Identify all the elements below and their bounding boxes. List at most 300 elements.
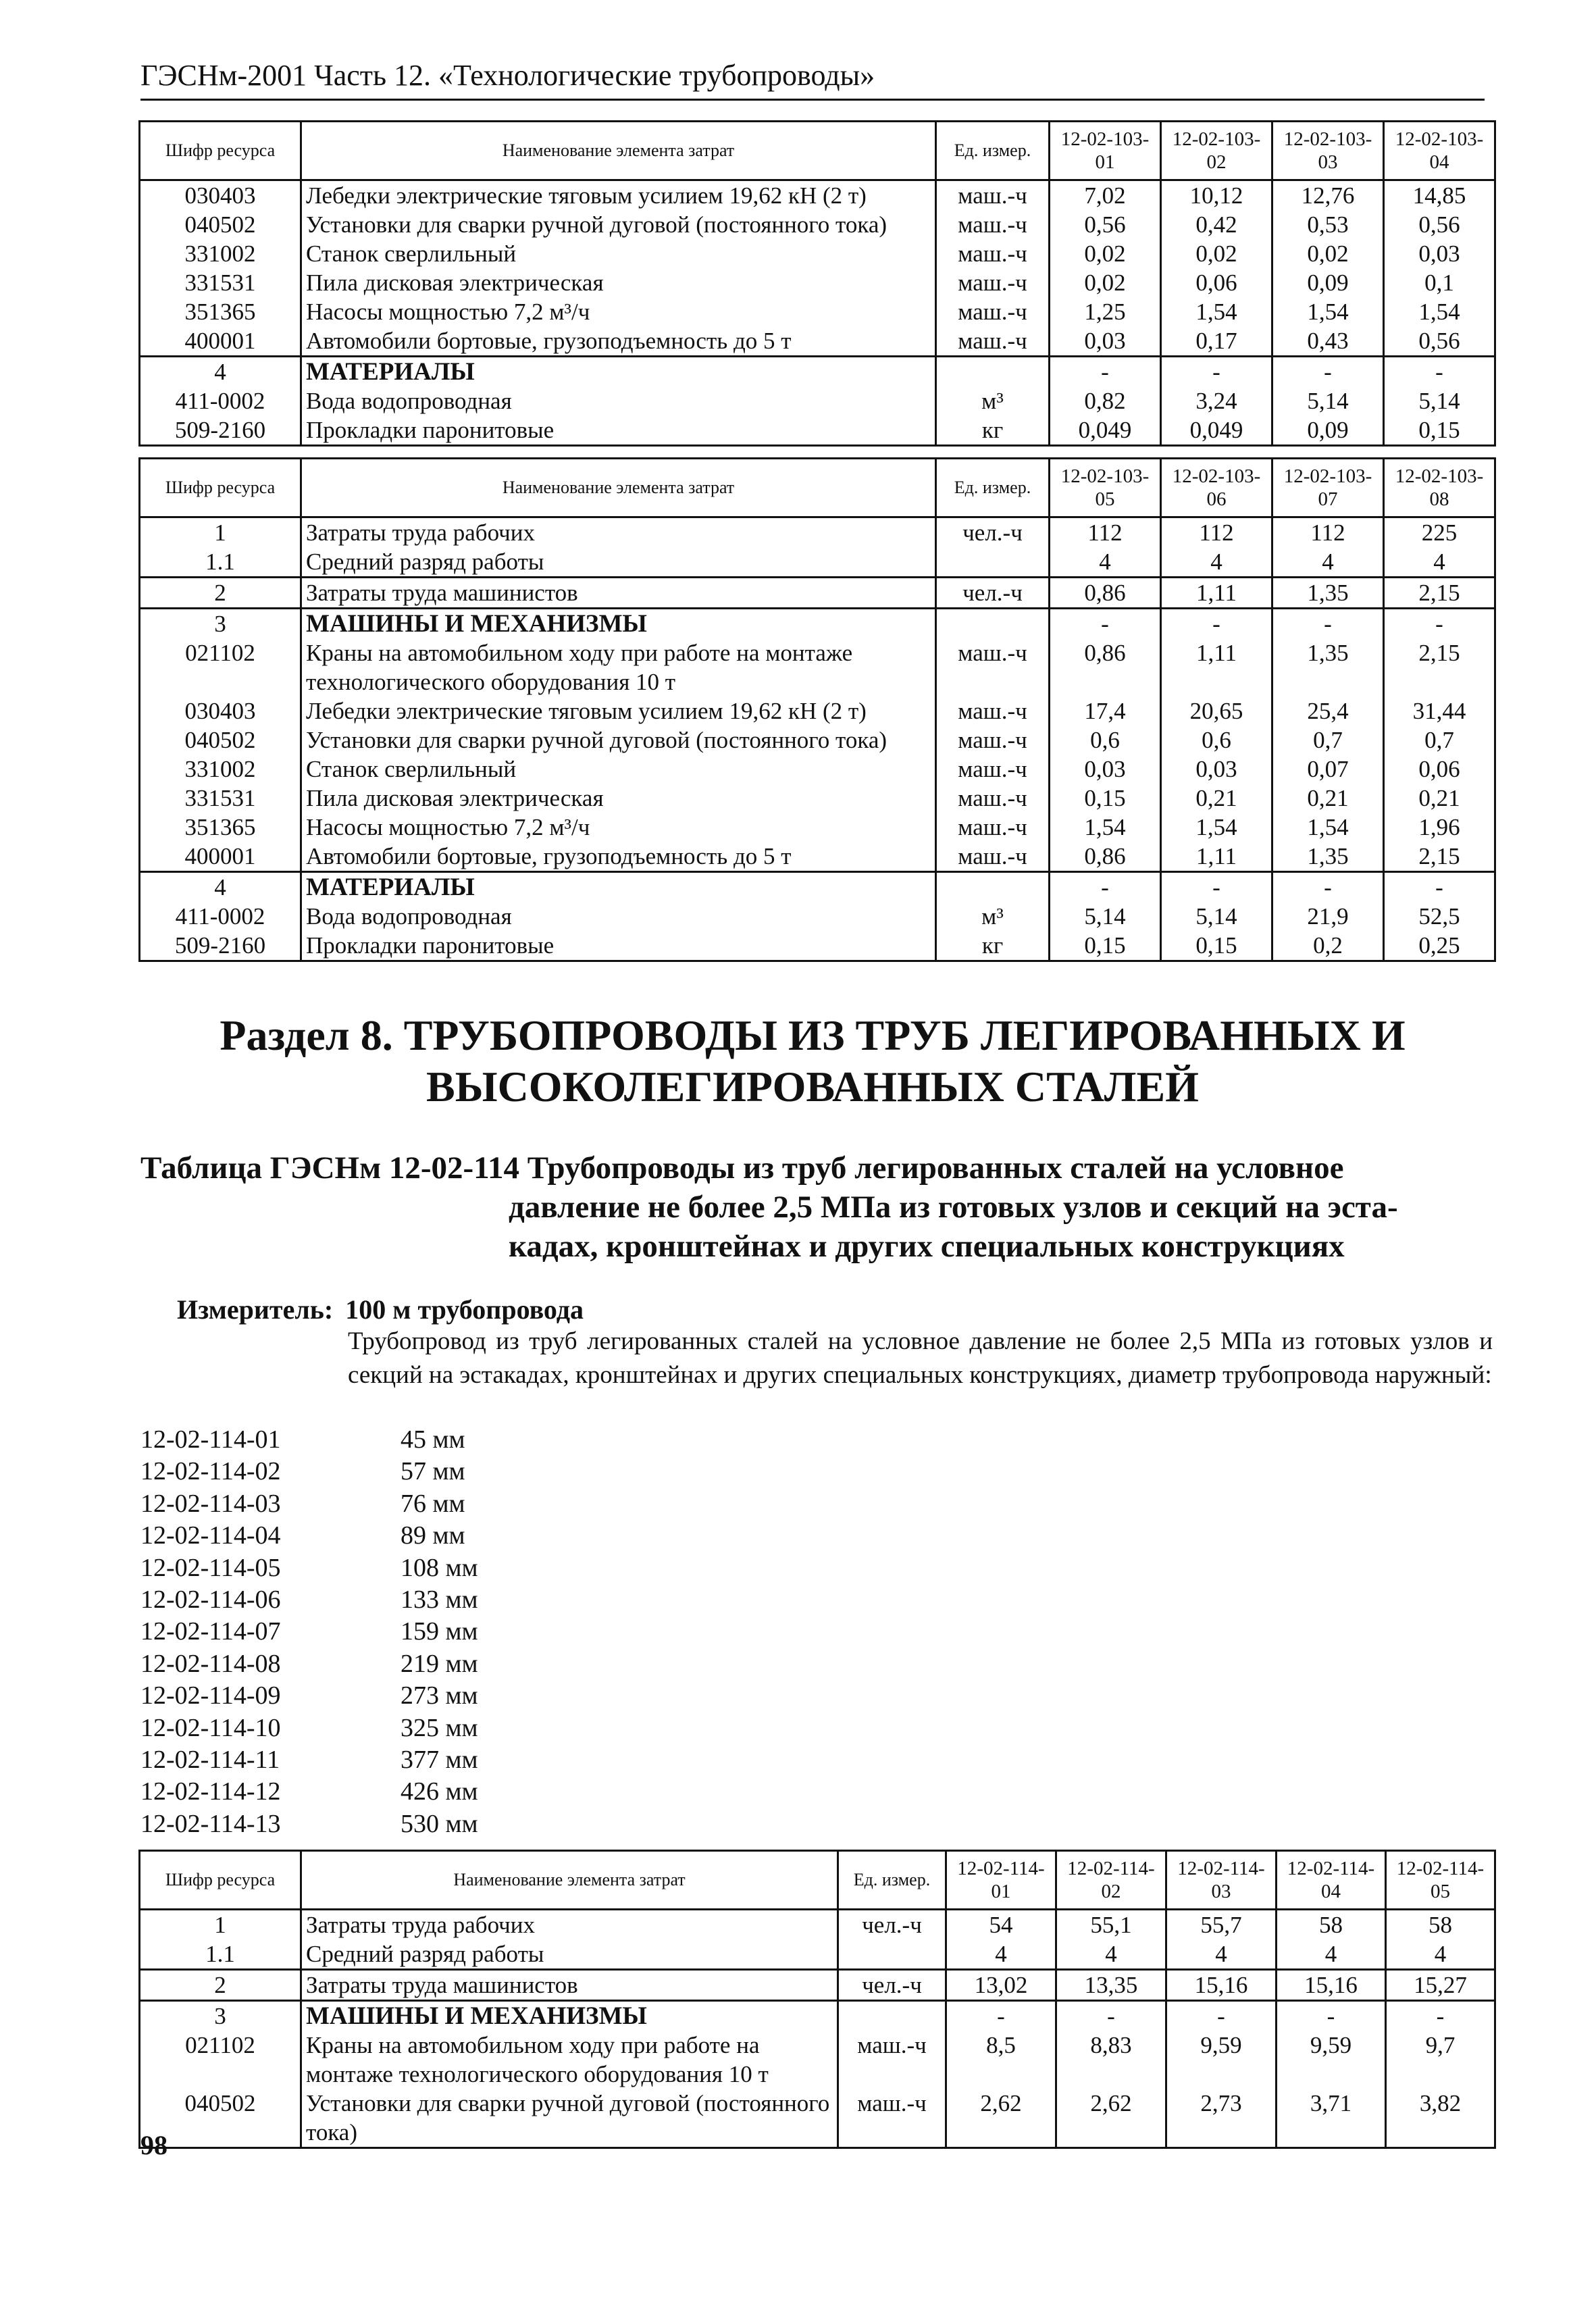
header-name: Наименование элемента затрат [301,459,936,517]
header-col: 12-02-103-07 [1272,459,1384,517]
cell-name: Насосы мощностью 7,2 м³/ч [301,813,936,842]
cell-value: 0,21 [1272,784,1384,813]
header-col: 12-02-114-01 [946,1851,1056,1910]
cell-name: Пила дисковая электрическая [301,784,936,813]
cell-value: 5,14 [1161,902,1272,931]
table-row [140,1970,1495,2001]
table-row [140,239,1495,268]
list-item [140,1616,478,1648]
list-item [140,1648,478,1680]
cell-value: 0,17 [1161,326,1272,357]
cell-unit [936,872,1050,903]
cell-value: 0,56 [1384,326,1495,357]
cell-value: 0,049 [1050,415,1161,446]
cell-value: 4 [946,1939,1056,1970]
cell-value: 12,76 [1272,180,1384,211]
cell-value: - [1384,872,1495,903]
table-title-line: давление не более 2,5 МПа из готовых узлов и секций на эста- [509,1190,1398,1225]
diameter-item: 76 мм [401,1489,465,1518]
cell-name: Краны на автомобильном ходу при работе на монтаже технологического оборудования 10 т [301,2031,838,2089]
code-item: 12-02-114-02 [140,1457,281,1486]
cell-code: 021102 [140,638,301,696]
header-unit: Ед. измер. [936,122,1050,180]
cell-value: 2,15 [1384,578,1495,609]
cell-value: 17,4 [1050,696,1161,726]
cell-value: 1,35 [1272,638,1384,696]
header-unit: Ед. измер. [838,1851,946,1910]
cell-value: 54 [946,1910,1056,1940]
cell-unit: маш.-ч [838,2089,946,2148]
cell-unit: м³ [936,902,1050,931]
table-row [140,517,1495,548]
cell-code: 331002 [140,239,301,268]
cell-value: - [946,2001,1056,2031]
list-item [140,1680,478,1712]
cell-value: 0,86 [1050,578,1161,609]
cell-code: 1 [140,517,301,548]
header-unit: Ед. измер. [936,459,1050,517]
code-item: 12-02-114-12 [140,1777,281,1806]
cell-unit: чел.-ч [838,1910,946,1940]
cell-unit: маш.-ч [936,813,1050,842]
cell-value: 0,15 [1050,784,1161,813]
cell-value: 9,59 [1277,2031,1386,2089]
cell-unit [936,357,1050,387]
cell-unit: маш.-ч [936,842,1050,872]
cell-value: 0,02 [1050,239,1161,268]
cell-value: - [1050,609,1161,639]
cell-value: 0,7 [1384,726,1495,755]
diameter-item: 426 мм [401,1777,478,1806]
cell-code: 351365 [140,813,301,842]
cell-code: 400001 [140,842,301,872]
cell-value: - [1056,2001,1166,2031]
header-col: 12-02-103-06 [1161,459,1272,517]
diameter-item: 325 мм [401,1713,478,1742]
cell-value: 2,62 [1056,2089,1166,2148]
header-col: 12-02-103-08 [1384,459,1495,517]
cell-value: 0,21 [1161,784,1272,813]
cell-name: МАШИНЫ И МЕХАНИЗМЫ [301,2001,838,2031]
cell-value: 1,54 [1384,297,1495,326]
cell-code: 040502 [140,726,301,755]
cell-value: 0,2 [1272,931,1384,961]
cell-value: 0,049 [1161,415,1272,446]
cell-unit: маш.-ч [936,210,1050,239]
cell-name: Станок сверлильный [301,755,936,784]
cell-value: 3,82 [1386,2089,1495,2148]
cell-unit: кг [936,415,1050,446]
table-row [140,902,1495,931]
cell-value: 15,27 [1386,1970,1495,2001]
cell-code: 4 [140,872,301,903]
cell-unit: маш.-ч [936,326,1050,357]
cell-value: 0,09 [1272,415,1384,446]
cell-value: 58 [1277,1910,1386,1940]
cell-value: 0,03 [1050,326,1161,357]
cell-value: 0,21 [1384,784,1495,813]
table-row [140,842,1495,872]
cell-value: 0,53 [1272,210,1384,239]
header-code: Шифр ресурса [140,122,301,180]
code-item: 12-02-114-09 [140,1681,281,1710]
cell-value: 0,6 [1161,726,1272,755]
cell-value: 4 [1166,1939,1277,1970]
table-row [140,2001,1495,2031]
cell-value: 2,15 [1384,842,1495,872]
cell-unit: маш.-ч [936,784,1050,813]
list-item [140,1488,478,1520]
cell-value: 9,7 [1386,2031,1495,2089]
cell-name: Прокладки паронитовые [301,415,936,446]
cell-value: 0,02 [1050,268,1161,297]
cell-name: Затраты труда рабочих [301,1910,838,1940]
cell-code: 509-2160 [140,931,301,961]
cell-name: Лебедки электрические тяговым усилием 19,62 кН (2 т) [301,180,936,211]
resource-table-3 [138,1850,1496,2149]
cell-value: - [1050,357,1161,387]
cell-value: - [1384,357,1495,387]
cell-value: 25,4 [1272,696,1384,726]
section-title: Раздел 8. ТРУБОПРОВОДЫ ИЗ ТРУБ ЛЕГИРОВАННЫХ И ВЫСОКОЛЕГИРОВАННЫХ СТАЛЕЙ [220,1011,1406,1111]
cell-value: 0,02 [1272,239,1384,268]
table-header [140,1851,1495,1910]
cell-value: 4 [1161,547,1272,578]
diameter-item: 45 мм [401,1425,465,1454]
cell-value: 14,85 [1384,180,1495,211]
cell-value: 0,82 [1050,386,1161,415]
cell-value: 8,5 [946,2031,1056,2089]
header-name: Наименование элемента затрат [301,1851,838,1910]
cell-code: 509-2160 [140,415,301,446]
table-row [140,609,1495,639]
code-item: 12-02-114-01 [140,1425,281,1454]
cell-value: 4 [1050,547,1161,578]
diameter-item: 57 мм [401,1457,465,1486]
table-header [140,122,1495,180]
resource-table-2 [138,457,1496,962]
diameter-item: 377 мм [401,1746,478,1775]
cell-name: Установки для сварки ручной дуговой (постоянного тока) [301,726,936,755]
cell-value: 0,6 [1050,726,1161,755]
cell-value: 9,59 [1166,2031,1277,2089]
cell-name: Краны на автомобильном ходу при работе на монтаже технологического оборудования 10 т [301,638,936,696]
cell-value: 0,86 [1050,842,1161,872]
cell-unit [838,2001,946,2031]
cell-unit [936,547,1050,578]
cell-name: Установки для сварки ручной дуговой (постоянного тока) [301,210,936,239]
cell-value: 0,86 [1050,638,1161,696]
cell-value: 15,16 [1277,1970,1386,2001]
cell-value: 0,25 [1384,931,1495,961]
cell-value: 3,71 [1277,2089,1386,2148]
cell-name: МАТЕРИАЛЫ [301,357,936,387]
cell-name: МАШИНЫ И МЕХАНИЗМЫ [301,609,936,639]
cell-value: 58 [1386,1910,1495,1940]
cell-code: 331531 [140,784,301,813]
cell-code: 040502 [140,210,301,239]
cell-code: 030403 [140,180,301,211]
table-row [140,357,1495,387]
cell-code: 400001 [140,326,301,357]
cell-name: Затраты труда машинистов [301,578,936,609]
cell-value: 31,44 [1384,696,1495,726]
cell-value: 0,03 [1161,755,1272,784]
cell-code: 1 [140,1910,301,1940]
code-item: 12-02-114-11 [140,1746,280,1775]
cell-value: - [1272,872,1384,903]
cell-value: 112 [1050,517,1161,548]
cell-value: 15,16 [1166,1970,1277,2001]
cell-value: 0,15 [1050,931,1161,961]
header-col: 12-02-114-02 [1056,1851,1166,1910]
cell-name: Затраты труда машинистов [301,1970,838,2001]
table-row [140,726,1495,755]
page-number: 98 [140,2130,168,2160]
header-col: 12-02-114-05 [1386,1851,1495,1910]
header-col: 12-02-103-04 [1384,122,1495,180]
cell-name: Средний разряд работы [301,547,936,578]
header-col: 12-02-103-01 [1050,122,1161,180]
cell-unit: кг [936,931,1050,961]
cell-value: 52,5 [1384,902,1495,931]
table-row [140,210,1495,239]
cell-value: 1,54 [1272,813,1384,842]
header-code: Шифр ресурса [140,1851,301,1910]
diameter-item: 133 мм [401,1585,478,1615]
cell-value: 1,35 [1272,578,1384,609]
cell-unit: маш.-ч [936,180,1050,211]
header-code: Шифр ресурса [140,459,301,517]
cell-unit: маш.-ч [936,726,1050,755]
list-item [140,1584,478,1616]
cell-value: 0,15 [1161,931,1272,961]
table-title-line: кадах, кронштейнах и других специальных конструкциях [509,1229,1345,1264]
cell-code: 411-0002 [140,902,301,931]
table-row [140,180,1495,211]
cell-value: 55,7 [1166,1910,1277,1940]
cell-code: 3 [140,609,301,639]
table-row [140,1939,1495,1970]
meter-value: 100 м трубопровода [345,1294,584,1325]
cell-value: 112 [1272,517,1384,548]
description: Трубопровод из труб легированных сталей на условное давление не более 2,5 МПа из готовых узлов и секций на эстакадах, кронштейнах и других специальных конструкциях, диаметр трубопровода наружный: [348,1327,1493,1389]
cell-value: - [1386,2001,1495,2031]
table-title [140,1148,1485,1266]
cell-value: 2,15 [1384,638,1495,696]
table-header [140,459,1495,517]
cell-unit: маш.-ч [838,2031,946,2089]
cell-value: 1,25 [1050,297,1161,326]
table-row [140,578,1495,609]
cell-value: 0,09 [1272,268,1384,297]
list-item [140,1744,478,1776]
code-item: 12-02-114-04 [140,1521,281,1550]
cell-value: 1,54 [1161,297,1272,326]
cell-code: 040502 [140,2089,301,2148]
cell-value: 112 [1161,517,1272,548]
table-row [140,696,1495,726]
list-item [140,1456,478,1488]
cell-value: 1,54 [1272,297,1384,326]
cell-value: 5,14 [1384,386,1495,415]
resource-table-1 [138,120,1496,447]
cell-value: 0,03 [1384,239,1495,268]
cell-value: 0,06 [1161,268,1272,297]
list-item [140,1520,478,1552]
cell-unit: маш.-ч [936,696,1050,726]
cell-unit [936,609,1050,639]
cell-value: 0,06 [1384,755,1495,784]
list-item [140,1424,478,1456]
cell-value: 4 [1386,1939,1495,1970]
cell-code: 1.1 [140,1939,301,1970]
cell-code: 021102 [140,2031,301,2089]
table-row [140,1910,1495,1940]
cell-unit: маш.-ч [936,755,1050,784]
cell-value: 0,03 [1050,755,1161,784]
cell-value: 0,1 [1384,268,1495,297]
list-item [140,1712,478,1744]
cell-value: 7,02 [1050,180,1161,211]
cell-name: Лебедки электрические тяговым усилием 19,62 кН (2 т) [301,696,936,726]
cell-value: 4 [1272,547,1384,578]
code-item: 12-02-114-06 [140,1585,281,1615]
header-col: 12-02-114-03 [1166,1851,1277,1910]
diameter-item: 89 мм [401,1521,465,1550]
cell-name: Вода водопроводная [301,386,936,415]
cell-code: 2 [140,578,301,609]
cell-value: 1,54 [1050,813,1161,842]
cell-value: 2,62 [946,2089,1056,2148]
diameter-item: 219 мм [401,1649,478,1678]
cell-code: 351365 [140,297,301,326]
header-col: 12-02-103-03 [1272,122,1384,180]
cell-code: 030403 [140,696,301,726]
cell-name: Средний разряд работы [301,1939,838,1970]
list-item [140,1552,478,1584]
cell-value: 5,14 [1050,902,1161,931]
table-row [140,755,1495,784]
meter [177,1294,584,1326]
cell-name: Автомобили бортовые, грузоподъемность до 5 т [301,326,936,357]
cell-value: 2,73 [1166,2089,1277,2148]
cell-unit: маш.-ч [936,297,1050,326]
cell-value: 4 [1384,547,1495,578]
cell-value: 4 [1056,1939,1166,1970]
code-list [140,1424,478,1840]
cell-name: Прокладки паронитовые [301,931,936,961]
table-row [140,268,1495,297]
cell-value: 4 [1277,1939,1386,1970]
list-item [140,1808,478,1840]
table-row [140,415,1495,446]
code-item: 12-02-114-13 [140,1809,281,1838]
cell-value: 1,11 [1161,842,1272,872]
cell-code: 1.1 [140,547,301,578]
cell-code: 2 [140,1970,301,2001]
cell-name: Станок сверлильный [301,239,936,268]
cell-unit: м³ [936,386,1050,415]
cell-unit: чел.-ч [838,1970,946,2001]
cell-value: 8,83 [1056,2031,1166,2089]
cell-value: 1,35 [1272,842,1384,872]
cell-code: 4 [140,357,301,387]
cell-unit: маш.-ч [936,239,1050,268]
cell-name: Автомобили бортовые, грузоподъемность до 5 т [301,842,936,872]
cell-name: Затраты труда рабочих [301,517,936,548]
cell-value: - [1161,609,1272,639]
meter-label: Измеритель: [177,1294,334,1325]
code-item: 12-02-114-03 [140,1489,281,1518]
cell-value: - [1384,609,1495,639]
diameter-item: 159 мм [401,1617,478,1646]
cell-value: - [1161,872,1272,903]
table-row [140,386,1495,415]
cell-value: - [1050,872,1161,903]
cell-value: 1,11 [1161,638,1272,696]
table-row [140,297,1495,326]
table-row [140,813,1495,842]
table-row [140,784,1495,813]
diameter-item: 530 мм [401,1809,478,1838]
cell-value: 0,07 [1272,755,1384,784]
cell-value: - [1272,609,1384,639]
cell-unit [838,1939,946,1970]
code-item: 12-02-114-07 [140,1617,281,1646]
cell-value: 1,11 [1161,578,1272,609]
cell-value: 10,12 [1161,180,1272,211]
table-row [140,547,1495,578]
cell-value: 0,02 [1161,239,1272,268]
cell-value: 21,9 [1272,902,1384,931]
header-name: Наименование элемента затрат [301,122,936,180]
cell-value: - [1277,2001,1386,2031]
cell-name: Насосы мощностью 7,2 м³/ч [301,297,936,326]
header-col: 12-02-103-02 [1161,122,1272,180]
diameter-item: 273 мм [401,1681,478,1710]
cell-value: - [1166,2001,1277,2031]
code-item: 12-02-114-05 [140,1553,281,1582]
cell-value: 0,7 [1272,726,1384,755]
table-row [140,638,1495,696]
cell-name: МАТЕРИАЛЫ [301,872,936,903]
cell-value: 0,56 [1384,210,1495,239]
code-item: 12-02-114-08 [140,1649,281,1678]
cell-value: 13,02 [946,1970,1056,2001]
cell-name: Пила дисковая электрическая [301,268,936,297]
cell-name: Установки для сварки ручной дуговой (постоянного тока) [301,2089,838,2148]
table-title-line: Таблица ГЭСНм 12-02-114 Трубопроводы из труб легированных сталей на условное [140,1150,1344,1186]
cell-unit: маш.-ч [936,268,1050,297]
cell-value: - [1161,357,1272,387]
header-col: 12-02-103-05 [1050,459,1161,517]
cell-value: - [1272,357,1384,387]
cell-value: 55,1 [1056,1910,1166,1940]
cell-value: 0,56 [1050,210,1161,239]
code-item: 12-02-114-10 [140,1713,281,1742]
cell-code: 3 [140,2001,301,2031]
cell-value: 0,15 [1384,415,1495,446]
cell-unit: чел.-ч [936,517,1050,548]
cell-value: 0,43 [1272,326,1384,357]
cell-unit: маш.-ч [936,638,1050,696]
table-row [140,2031,1495,2089]
cell-value: 20,65 [1161,696,1272,726]
page-header: ГЭСНм-2001 Часть 12. «Технологические трубопроводы» [140,57,1485,101]
diameter-item: 108 мм [401,1553,478,1582]
cell-value: 225 [1384,517,1495,548]
